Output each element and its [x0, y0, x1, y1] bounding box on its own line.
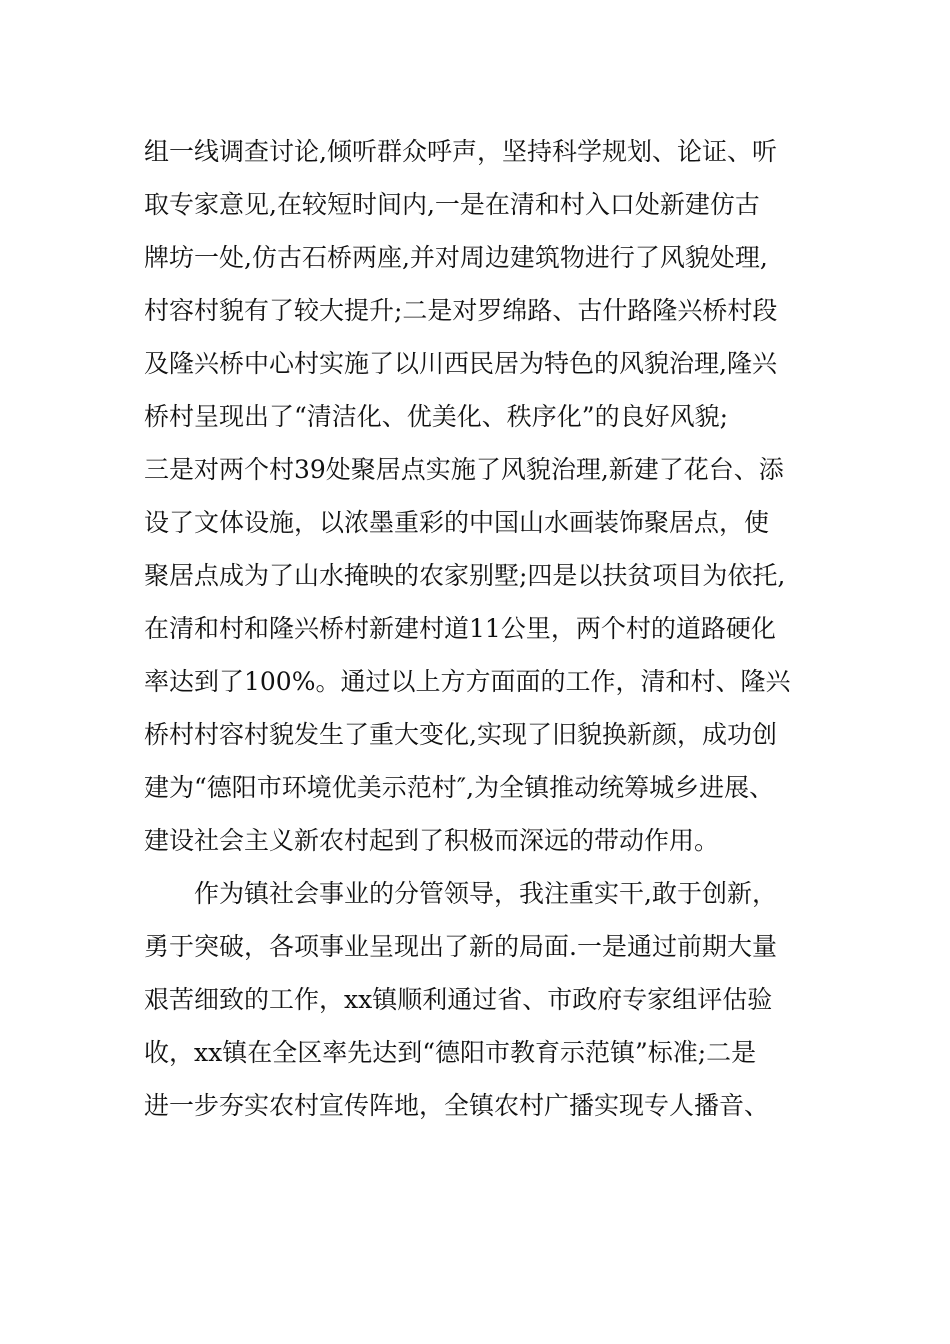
document-body	[144, 132, 834, 1139]
text-line: 村容村貌有了较大提升;二是对罗绵路、古什路隆兴桥村段	[144, 296, 778, 325]
text-line: 及隆兴桥中心村实施了以川西民居为特色的风貌治理,隆兴	[144, 349, 777, 378]
text-line: 聚居点成为了山水掩映的农家别墅;四是以扶贫项目为依托,	[144, 561, 786, 590]
text-line: 桥村村容村貌发生了重大变化,实现了旧貌换新颜，成功创	[144, 720, 777, 749]
text-line: 作为镇社会事业的分管领导，我注重实干,敢于创新，	[194, 879, 777, 908]
text-line: 勇于突破，各项事业呈现出了新的局面.一是通过前期大量	[144, 932, 777, 961]
text-line: 设了文体设施，以浓墨重彩的中国山水画装饰聚居点，使	[144, 508, 770, 537]
text-line: 在清和村和隆兴桥村新建村道11公里，两个村的道路硬化	[144, 614, 776, 643]
text-line: 进一步夯实农村宣传阵地，全镇农村广播实现专人播音、	[144, 1091, 770, 1120]
text-line: 取专家意见,在较短时间内,一是在清和村入口处新建仿古	[144, 190, 760, 219]
text-line: 建为“德阳市环境优美示范村″,为全镇推动统筹城乡进展、	[144, 773, 775, 802]
text-line: 桥村呈现出了“清洁化、优美化、秩序化”的良好风貌;	[144, 402, 728, 431]
text-line: 组一线调查讨论,倾听群众呼声，坚持科学规划、论证、听	[144, 137, 777, 166]
text-line: 建设社会主义新农村起到了积极而深远的带动作用。	[144, 826, 720, 855]
text-line: 牌坊一处,仿古石桥两座,并对周边建筑物进行了风貌处理,	[144, 243, 768, 272]
paragraph-1	[144, 132, 834, 874]
text-line: 率达到了100%。通过以上方方面面的工作，清和村、隆兴	[144, 667, 791, 696]
text-line: 艰苦细致的工作，xx镇顺利通过省、市政府专家组评估验	[144, 985, 773, 1014]
text-line: 三是对两个村39处聚居点实施了风貌治理,新建了花台、添	[144, 455, 784, 484]
text-line: 收，xx镇在全区率先达到“德阳市教育示范镇”标准;二是	[144, 1038, 757, 1067]
paragraph-2	[144, 874, 834, 1139]
